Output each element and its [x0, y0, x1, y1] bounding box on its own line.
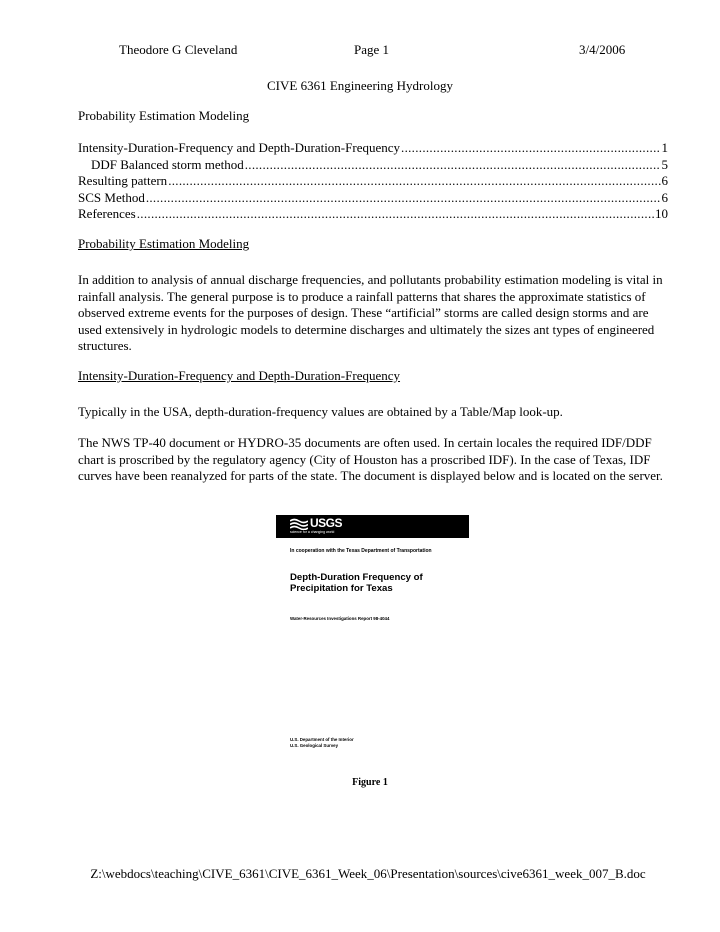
- toc-leader-dots: [401, 140, 660, 157]
- toc-leader-dots: [137, 206, 654, 223]
- toc-entry-page: 1: [661, 140, 668, 155]
- toc-entry-label: DDF Balanced storm method: [91, 156, 244, 172]
- body-paragraph-lookup: Typically in the USA, depth-duration-frequency values are obtained by a Table/Map look-up.: [78, 404, 563, 419]
- cover-dept-line1: U.S. Department of the Interior: [290, 737, 354, 742]
- toc-entry-resulting-pattern[interactable]: [78, 173, 668, 190]
- cover-dept-line2: U.S. Geological Survey: [290, 742, 339, 748]
- usgs-banner: [276, 515, 469, 538]
- toc-leader-dots: [245, 157, 661, 174]
- usgs-logo-text: USGS: [310, 516, 343, 530]
- body-paragraph-intro: In addition to analysis of annual discharge frequencies, and pollutants probability estimation modeling is vital in rainfall analysis. The general purpose is to produce a rainfall patterns that shares the approximate statistics of observed extreme events for the purposes of design. These “artificial” storms are called design storms and are used extensively in hydrologic models to determine discharges and ultimately the sizes ant types of engineered structures.: [78, 272, 663, 353]
- header-date: 3/4/2006: [579, 42, 626, 57]
- cover-title-line2: Precipitation for Texas: [290, 583, 393, 594]
- toc-entry-label: References: [78, 206, 136, 221]
- header-page-number: Page 1: [354, 42, 390, 57]
- usgs-tagline: science for a changing world: [290, 530, 335, 534]
- toc-leader-dots: [168, 173, 660, 190]
- toc-entry-page: 5: [661, 156, 668, 172]
- toc-entry-page: 6: [661, 173, 668, 188]
- toc-entry-page: 10: [655, 206, 668, 221]
- toc-leader-dots: [146, 190, 661, 207]
- toc-entry-ddf-balanced[interactable]: [78, 157, 668, 174]
- toc-entry-label: Intensity-Duration-Frequency and Depth-Duration-Frequency: [78, 140, 401, 155]
- cover-report-number: Water-Resources Investigations Report 98-4044: [290, 616, 390, 621]
- course-title: CIVE 6361 Engineering Hydrology: [267, 78, 453, 93]
- toc-entry-scs-method[interactable]: [78, 190, 668, 207]
- section-heading-probability: Probability Estimation Modeling: [78, 236, 250, 251]
- figure-caption: Figure 1: [352, 777, 388, 788]
- toc-entry-label: SCS Method: [78, 189, 145, 205]
- toc-entry-references[interactable]: [78, 206, 668, 223]
- toc-entry-idf-ddf[interactable]: [78, 140, 668, 157]
- usgs-wave-icon: [290, 518, 308, 530]
- cover-cooperation: In cooperation with the Texas Department of Transportation: [290, 548, 432, 554]
- toc-entry-label: Resulting pattern: [78, 173, 168, 188]
- cover-title-line1: Depth-Duration Frequency of: [290, 572, 423, 583]
- table-of-contents: [78, 140, 668, 223]
- body-paragraph-nws: The NWS TP-40 document or HYDRO-35 documents are often used. In certain locales the required IDF/DDF chart is proscribed by the regulatory agency (City of Houston has a proscribed IDF). In the case of Texas, IDF curves have been reanalyzed for parts of the state. The document is displayed below and is located on the server.: [78, 435, 663, 483]
- section-heading-idf-ddf: Intensity-Duration-Frequency and Depth-Duration-Frequency: [78, 368, 401, 383]
- toc-entry-page: 6: [661, 189, 668, 205]
- document-title: Probability Estimation Modeling: [78, 108, 250, 123]
- footer-file-path: Z:\webdocs\teaching\CIVE_6361\CIVE_6361_Week_06\Presentation\sources\cive6361_week_007_B.doc: [90, 866, 646, 881]
- header-author: Theodore G Cleveland: [119, 42, 238, 57]
- cover-department: [290, 737, 354, 748]
- figure-report-cover: [276, 515, 469, 755]
- cover-title: [290, 572, 423, 594]
